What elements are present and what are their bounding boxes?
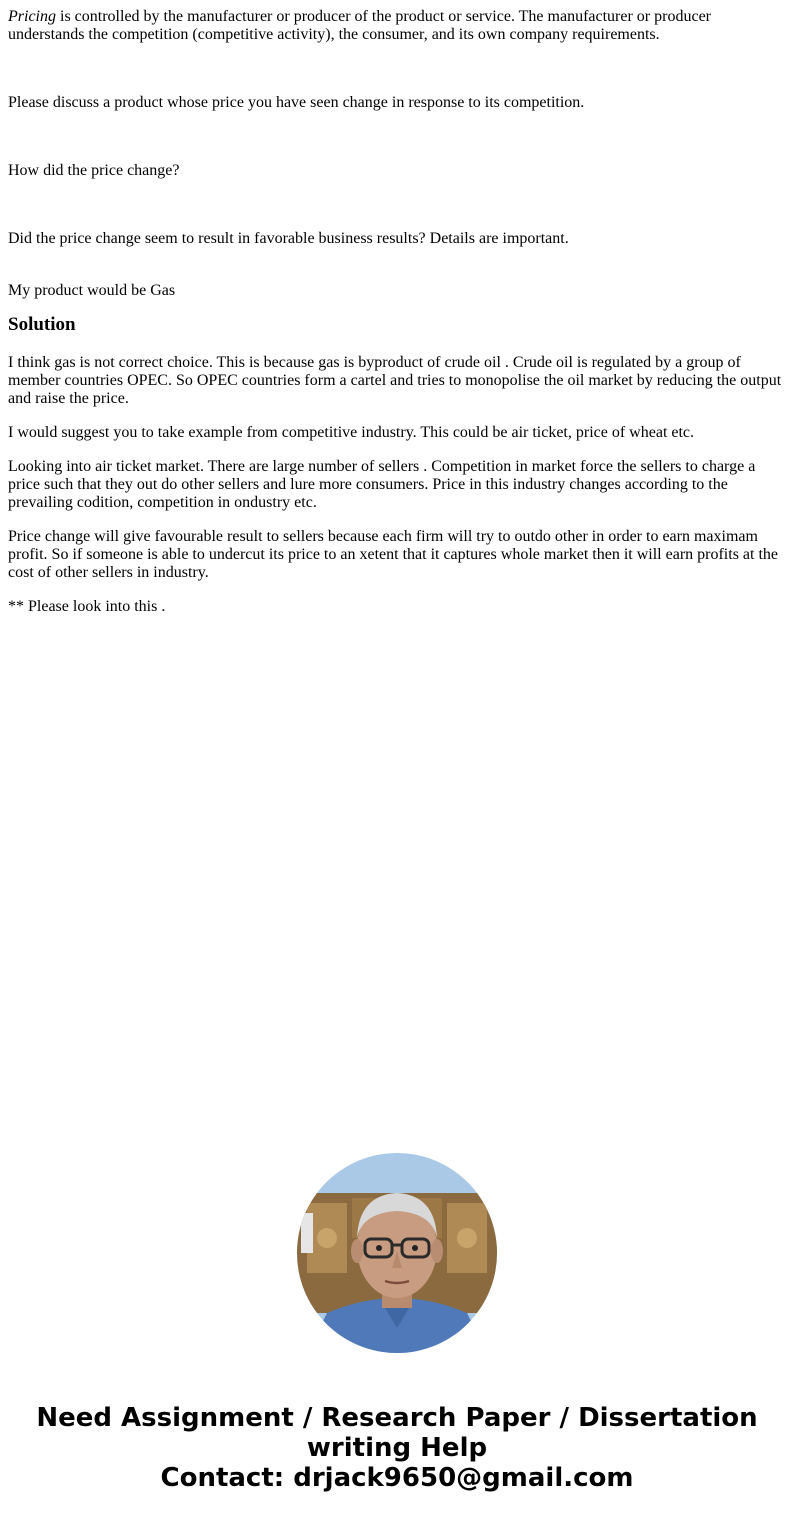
author-avatar: [297, 1153, 497, 1353]
solution-body: [8, 354, 786, 616]
question-intro-text: is controlled by the manufacturer or producer of the product or service. The manufacturer or producer understands the competition (competitive activity), the consumer, and its own company requirements.: [8, 8, 711, 43]
product-choice: My product would be Gas: [8, 282, 176, 299]
promo-banner: [0, 1403, 794, 1493]
solution-heading: Solution: [8, 314, 76, 335]
solution-paragraph: I think gas is not correct choice. This is because gas is byproduct of crude oil . Crude oil is regulated by a group of member countries OPEC. So OPEC countries form a cartel and tries to monopolise the oil market by reducing the output and raise the price.: [8, 354, 782, 407]
document-body: [8, 8, 786, 616]
question-prompt-3: Did the price change seem to result in favorable business results? Details are important.: [8, 230, 569, 247]
solution-paragraph: I would suggest you to take example from competitive industry. This could be air ticket, price of wheat etc.: [8, 424, 695, 441]
question-intro: [8, 8, 786, 44]
solution-paragraph: Looking into air ticket market. There are large number of sellers . Competition in market force the sellers to charge a price such that they out do other sellers and lure more consumers. Price in this industry changes according to the prevailing codition, competition in ondustry etc.: [8, 458, 756, 511]
pricing-term: Pricing: [8, 8, 56, 25]
promo-contact: Contact: drjack9650@gmail.com: [160, 1463, 634, 1493]
question-prompt-1: Please discuss a product whose price you have seen change in response to its competition.: [8, 94, 585, 111]
promo-line-2: writing Help: [306, 1433, 488, 1463]
solution-note: ** Please look into this .: [8, 598, 166, 615]
solution-paragraph: Price change will give favourable result to sellers because each firm will try to outdo other in order to earn maximam profit. So if someone is able to undercut its price to an xetent that it captures whole market then it will earn profits at the cost of other sellers in industry.: [8, 528, 779, 581]
promo-line-1: Need Assignment / Research Paper / Dissertation: [36, 1403, 758, 1433]
question-prompt-2: How did the price change?: [8, 162, 180, 179]
